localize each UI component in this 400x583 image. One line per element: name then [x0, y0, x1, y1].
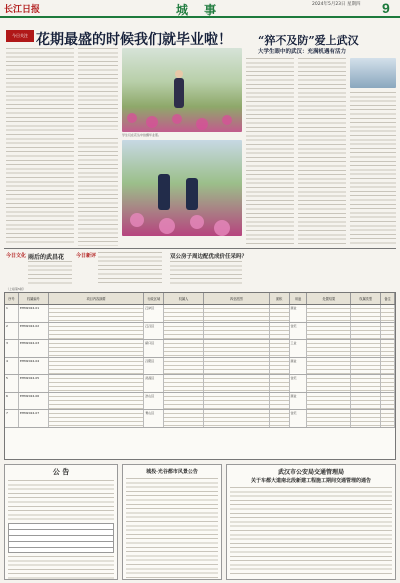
right-story-col2	[298, 58, 346, 246]
table-cell: EHM2024-03	[19, 340, 49, 357]
page-number: 9	[382, 0, 390, 16]
commentary-body	[98, 252, 162, 286]
table-cell: EHM2024-05	[19, 375, 49, 392]
table-cell	[351, 375, 381, 392]
table-header-cell: 权属编号	[19, 293, 49, 304]
table-cell: 江岸区	[144, 305, 164, 322]
table-cell	[381, 358, 395, 375]
table-cell: 1	[5, 305, 19, 322]
notice-body	[8, 480, 114, 520]
table-cell	[270, 393, 290, 410]
table-header-cell: 面积	[270, 293, 290, 304]
table-cell: 青山区	[144, 410, 164, 427]
table-header-cell: 行政区域	[144, 293, 164, 304]
table-cell	[307, 393, 351, 410]
table-header-cell: 四至范围	[204, 293, 270, 304]
left-story-body-col2	[78, 48, 118, 130]
table-cell	[49, 410, 144, 427]
table-cell	[49, 340, 144, 357]
table-row	[5, 305, 395, 323]
notice-footer	[8, 556, 114, 580]
traffic-notice-body	[230, 487, 392, 577]
table-cell	[204, 393, 270, 410]
table-cell: 3	[5, 340, 19, 357]
table-header-cell: 备注	[381, 293, 395, 304]
asset-table	[4, 292, 396, 460]
table-row	[5, 410, 395, 428]
table-cell	[164, 323, 204, 340]
table-cell	[381, 393, 395, 410]
table-cell	[381, 323, 395, 340]
table-row	[5, 340, 395, 358]
table-cell	[49, 393, 144, 410]
table-cell: EHM2024-02	[19, 323, 49, 340]
left-story-body-col1	[6, 48, 74, 246]
photo-caption: 学生们在花丛中拍摄毕业照。	[122, 133, 162, 137]
table-cell	[307, 375, 351, 392]
table-cell: 硚口区	[144, 340, 164, 357]
culture-body	[28, 261, 72, 285]
divider-line	[4, 248, 396, 249]
table-cell	[270, 410, 290, 427]
traffic-notice-title-1: 武汉市公安局交通管理局	[277, 469, 344, 476]
table-cell: 住宅	[290, 410, 308, 427]
table-cell	[204, 358, 270, 375]
table-cell: EHM2024-06	[19, 393, 49, 410]
table-cell: 武昌区	[144, 375, 164, 392]
table-cell	[270, 305, 290, 322]
table-cell	[204, 410, 270, 427]
city-notice-box	[122, 464, 222, 580]
table-cell	[270, 340, 290, 357]
table-header-row	[5, 293, 395, 305]
newspaper-logo: 长江日报	[4, 5, 41, 15]
graduation-photo-bottom	[122, 140, 242, 236]
culture-label: 今日文化	[6, 253, 27, 259]
table-cell	[164, 375, 204, 392]
students-flowers-graphic	[122, 140, 242, 236]
graduation-photo-top	[122, 48, 242, 132]
table-header-cell: 序号	[5, 293, 19, 304]
notice-title: 公 告	[52, 467, 70, 476]
table-cell	[351, 323, 381, 340]
right-story-photo	[350, 58, 396, 88]
table-cell: 工业	[290, 340, 308, 357]
table-cell: 江汉区	[144, 323, 164, 340]
table-cell	[204, 323, 270, 340]
city-notice-body	[126, 478, 218, 578]
table-cell	[351, 410, 381, 427]
table-cell	[351, 340, 381, 357]
table-cell	[164, 305, 204, 322]
table-cell	[49, 375, 144, 392]
table-cell: 7	[5, 410, 19, 427]
table-cell	[164, 393, 204, 410]
table-cell: 2	[5, 323, 19, 340]
table-cell	[307, 358, 351, 375]
flower-field-graphic	[122, 48, 242, 132]
traffic-notice-box	[226, 464, 396, 580]
traffic-notice-title-2: 关于车都大道南北段新建工程施工期间交通管理的通告	[250, 478, 371, 484]
city-notice-title: 城投·光谷都市风景公告	[146, 469, 198, 475]
left-story-body-col3	[78, 138, 118, 246]
table-cell	[381, 340, 395, 357]
table-cell: 住宅	[290, 375, 308, 392]
commentary-label: 今日新评	[76, 253, 97, 259]
right-story-col1	[246, 58, 294, 246]
table-cell	[307, 305, 351, 322]
issue-date: 2024年5月23日 星期四	[312, 2, 361, 7]
table-cell	[307, 410, 351, 427]
table-cell	[307, 323, 351, 340]
table-cell	[204, 375, 270, 392]
table-cell: 洪山区	[144, 393, 164, 410]
table-cell	[270, 358, 290, 375]
table-cell	[270, 375, 290, 392]
table-cell	[351, 305, 381, 322]
table-row	[5, 393, 395, 411]
table-cell: 汉阳区	[144, 358, 164, 375]
table-caption: （上接第5版）	[6, 287, 26, 291]
table-row	[5, 358, 395, 376]
table-cell: 5	[5, 375, 19, 392]
table-header-cell: 处置结果	[307, 293, 351, 304]
right-story-col3	[350, 92, 396, 246]
table-cell	[307, 340, 351, 357]
right-story-subtitle: 大学生眼中的武汉：充满机遇有活力	[258, 49, 347, 55]
table-header-cell: 用途	[290, 293, 308, 304]
table-cell: 4	[5, 358, 19, 375]
table-cell	[49, 358, 144, 375]
housing-title: 双公房子周边配优成价任采吗？	[170, 254, 248, 260]
table-cell: 6	[5, 393, 19, 410]
notice-grid	[8, 523, 114, 553]
notice-box	[4, 464, 118, 580]
table-header-cell: 权属类型	[351, 293, 381, 304]
table-cell: EHM2024-04	[19, 358, 49, 375]
section-title: 城 事	[176, 3, 223, 17]
table-cell	[381, 410, 395, 427]
table-row	[5, 323, 395, 341]
table-cell	[164, 410, 204, 427]
right-story-title: “猝不及防”爱上武汉	[258, 34, 359, 47]
table-row	[5, 375, 395, 393]
table-cell	[381, 305, 395, 322]
table-cell	[49, 305, 144, 322]
table-cell: 住宅	[290, 323, 308, 340]
table-cell	[49, 323, 144, 340]
table-header-cell: 权属人	[164, 293, 204, 304]
table-header-cell: 项目内容摘要	[49, 293, 145, 304]
kicker-badge: 今日关注	[6, 30, 34, 42]
table-cell	[204, 340, 270, 357]
table-cell: EHM2024-01	[19, 305, 49, 322]
table-cell	[351, 358, 381, 375]
table-cell	[351, 393, 381, 410]
table-cell: 商业	[290, 358, 308, 375]
culture-title: 雨后的武昌花	[28, 254, 65, 261]
table-cell	[270, 323, 290, 340]
table-cell	[381, 375, 395, 392]
table-cell: EHM2024-07	[19, 410, 49, 427]
table-cell	[164, 358, 204, 375]
housing-body	[170, 261, 242, 286]
table-cell: 商业	[290, 393, 308, 410]
table-cell	[204, 305, 270, 322]
table-cell	[164, 340, 204, 357]
table-cell: 商业	[290, 305, 308, 322]
left-story-title: 花期最盛的时候我们就毕业啦！	[36, 32, 232, 48]
photo-caption-2	[122, 238, 242, 244]
